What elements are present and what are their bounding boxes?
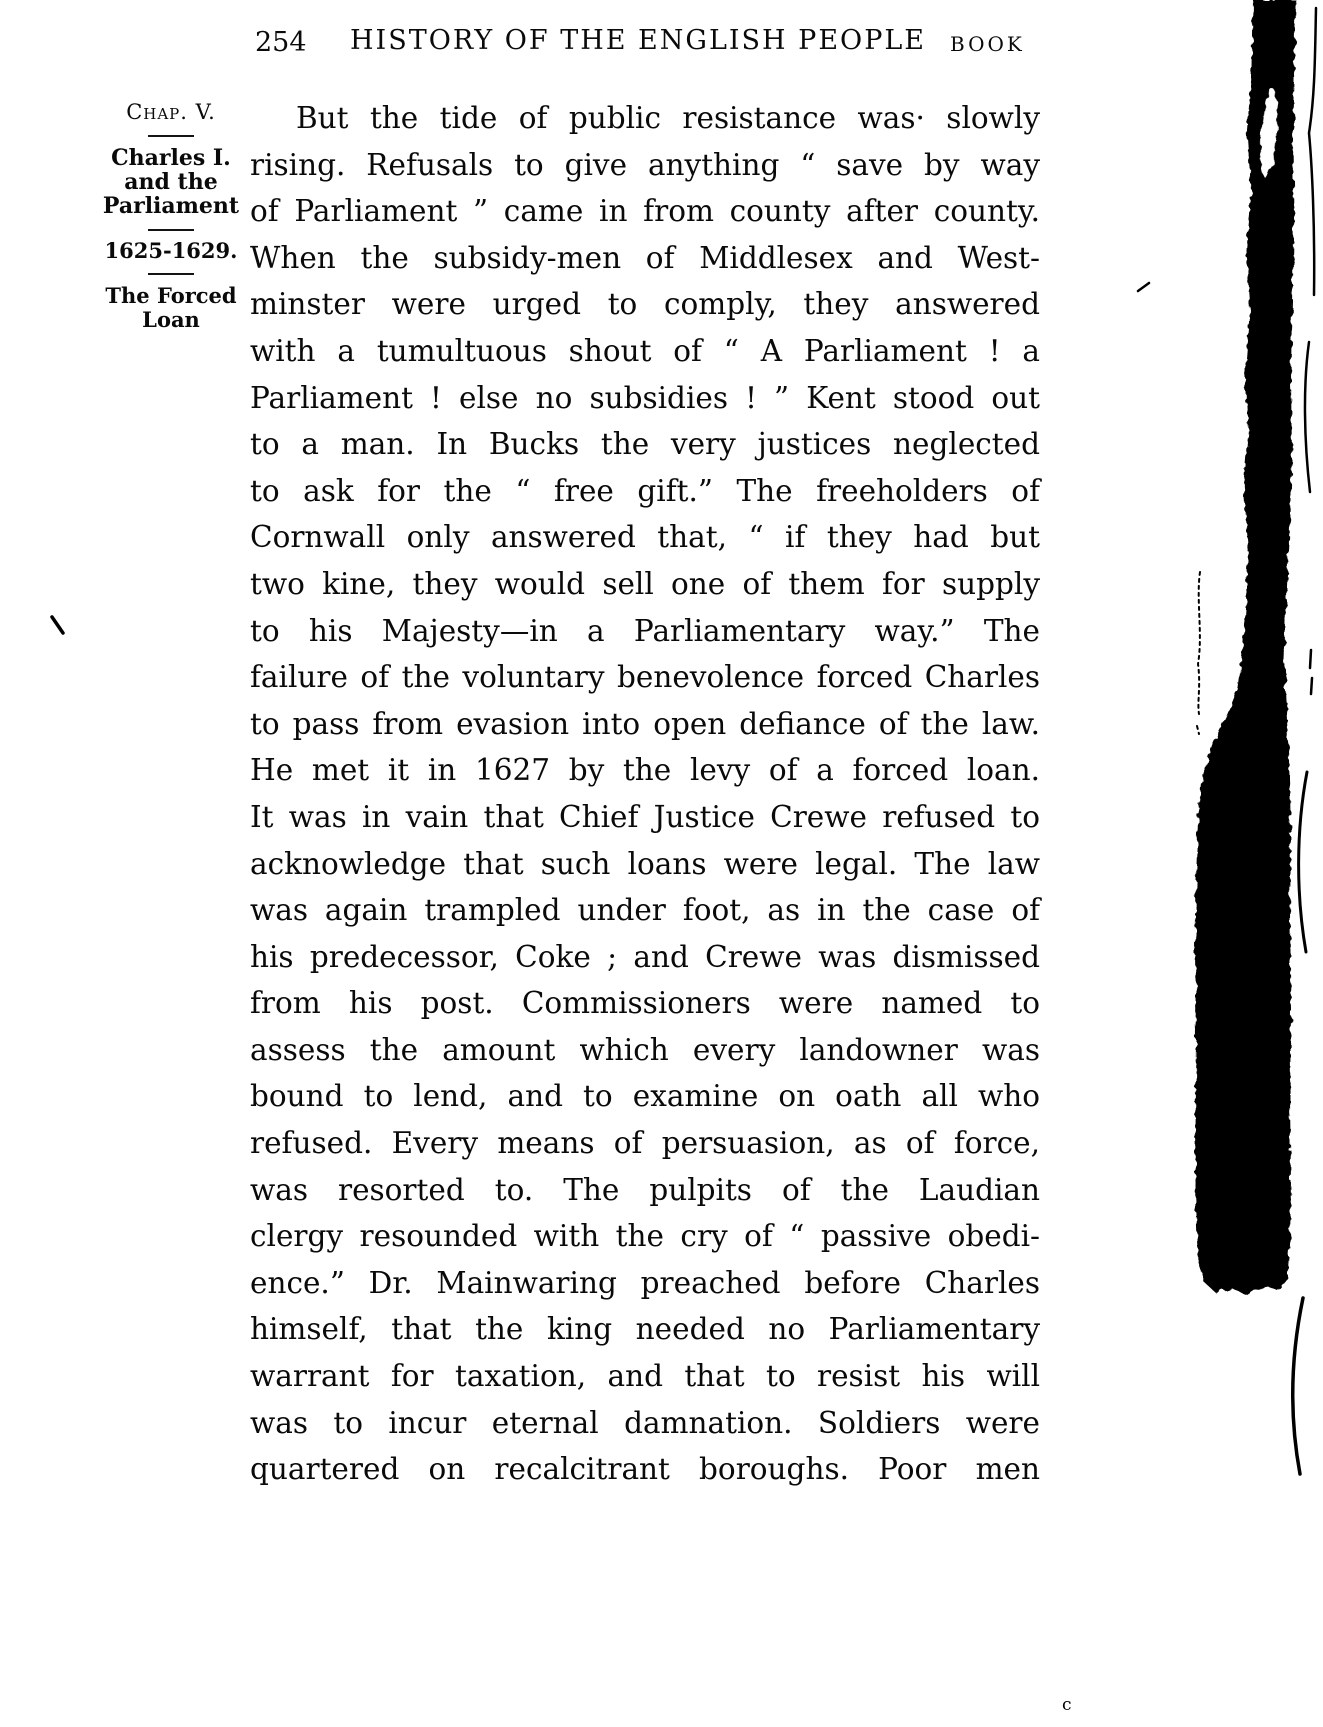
running-head: [0, 0, 1323, 70]
book-label: BOOK: [950, 32, 1025, 56]
body-line: with a tumultuous shout of “ A Parliament ! a: [250, 333, 1040, 368]
body-line: ence.” Dr. Mainwaring preached before Charles: [250, 1265, 1040, 1300]
body-line: warrant for taxation, and that to resist his will: [250, 1359, 1040, 1394]
body-line: was resorted to. The pulpits of the Laudian: [250, 1172, 1040, 1207]
body-line: assess the amount which every landowner was: [250, 1032, 1040, 1067]
body-line: his predecessor, Coke ; and Crewe was dismissed: [250, 939, 1040, 974]
body-line: failure of the voluntary benevolence forced Charles: [250, 660, 1040, 695]
body-line: When the subsidy-men of Middlesex and West-: [250, 240, 1040, 275]
body-line: Parliament ! else no subsidies ! ” Kent stood out: [250, 380, 1040, 415]
body-line: clergy resounded with the cry of “ passive obedi-: [250, 1219, 1040, 1254]
body-line: minster were urged to comply, they answered: [250, 287, 1040, 322]
stray-dotted-line: [1197, 572, 1200, 734]
running-title: HISTORY OF THE ENGLISH PEOPLE: [350, 25, 926, 56]
margin-dates: 1625-1629.: [104, 238, 238, 263]
body-line: He met it in 1627 by the levy of a forced loan.: [250, 753, 1040, 788]
stray-tick: [1138, 283, 1149, 291]
stray-line: [1310, 650, 1312, 694]
body-line: acknowledge that such loans were legal. The law: [250, 846, 1040, 881]
body-line: Cornwall only answered that, “ if they had but: [250, 520, 1040, 555]
body-text: [250, 95, 1040, 1493]
stray-curve: [1299, 772, 1307, 952]
margin-rule: [148, 135, 194, 137]
body-line: rising. Refusals to give anything “ save by way: [250, 147, 1040, 182]
body-line: But the tide of public resistance was· slowly: [296, 101, 1040, 135]
body-line: It was in vain that Chief Justice Crewe refused to: [250, 799, 1040, 834]
body-line: refused. Every means of persuasion, as of force,: [250, 1126, 1040, 1161]
margin-topic-line: The Forced: [105, 283, 237, 308]
body-line: was to incur eternal damnation. Soldiers were: [250, 1405, 1040, 1440]
margin-subject-line: and the: [124, 169, 218, 195]
margin-rule: [148, 229, 194, 231]
body-line: to pass from evasion into open defiance of the law.: [250, 706, 1040, 741]
body-line: of Parliament ” came in from county after county.: [250, 194, 1040, 229]
margin-subject-line: Parliament: [102, 193, 240, 219]
stray-curve: [1293, 1298, 1303, 1474]
body-line: two kine, they would sell one of them for supply: [250, 566, 1040, 601]
stray-backslash: [52, 617, 63, 633]
margin-rule: [148, 273, 194, 275]
body-line: quartered on recalcitrant boroughs. Poor men: [250, 1452, 1040, 1487]
body-line: bound to lend, and to examine on oath all who: [250, 1079, 1040, 1114]
body-line: himself, that the king needed no Parliamentary: [250, 1312, 1040, 1347]
scan-ink-band: [1195, 0, 1296, 1296]
body-line: to a man. In Bucks the very justices neglected: [250, 427, 1040, 462]
scan-band-gap: [1258, 88, 1280, 179]
page-number: 254: [255, 27, 307, 58]
stray-c-mark: c: [1062, 1695, 1072, 1715]
margin-chapter: Chap. V.: [126, 100, 216, 124]
margin-topic-line: Loan: [142, 307, 200, 332]
margin-subject-line: Charles I.: [111, 145, 231, 171]
body-line: was again trampled under foot, as in the case of: [250, 893, 1040, 928]
margin-notes-column: [96, 100, 246, 332]
body-line: to his Majesty—in a Parliamentary way.” The: [250, 613, 1040, 648]
body-line: to ask for the “ free gift.” The freeholders of: [250, 473, 1040, 508]
stray-line: [1305, 342, 1310, 492]
body-line: from his post. Commissioners were named to: [250, 986, 1040, 1021]
